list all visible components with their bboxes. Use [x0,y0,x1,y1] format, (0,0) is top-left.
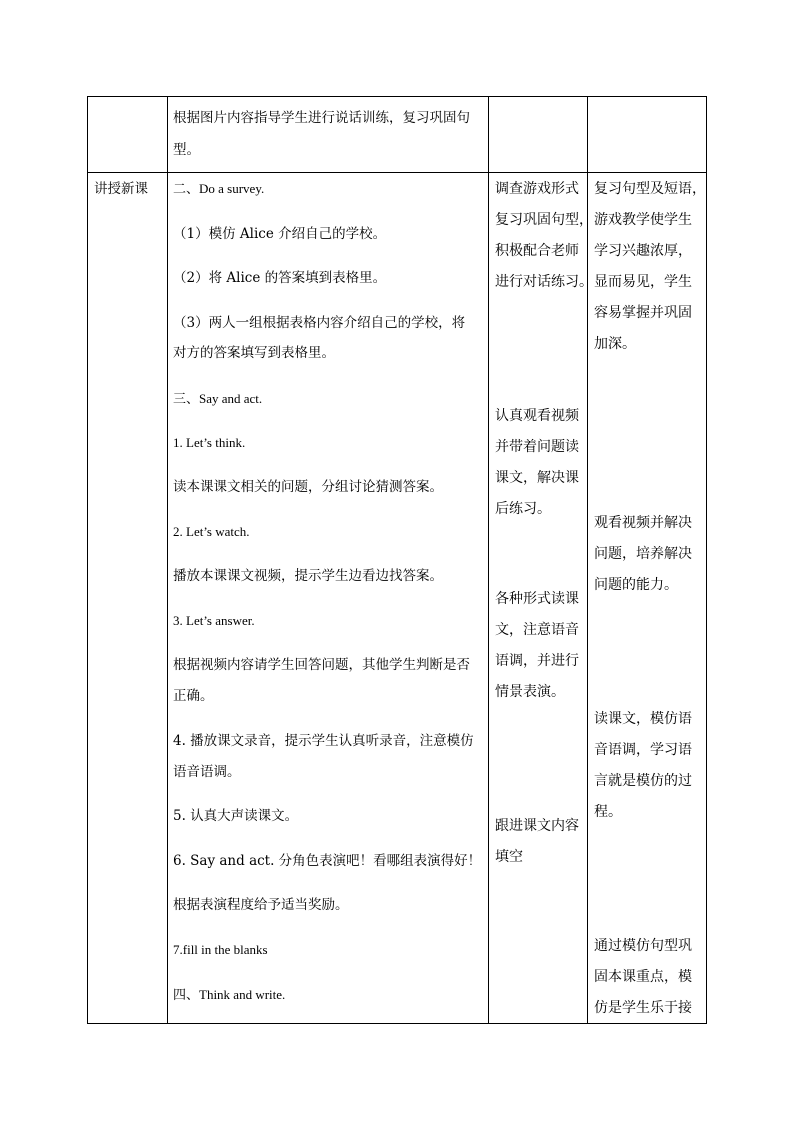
design-intent-line: 程。 [594,804,622,820]
table-border-top [87,96,707,97]
lesson-plan-table [87,96,707,1024]
student-activity-line: 课文，解决课 [495,470,579,486]
row-divider [87,172,707,173]
content-line: 6. Say and act. 分角色表演吧！看哪组表演得好！ [173,853,482,869]
content-line: 二、Do a survey. [173,181,265,196]
content-line: 3. Let’s answer. [173,613,255,628]
content-line: 2. Let’s watch. [173,524,250,539]
content-line: 1. Let’s think. [173,435,246,450]
design-intent-line: 问题的能力。 [594,577,678,593]
student-activity-line: 调查游戏形式 [495,181,579,197]
design-intent-line: 复习句型及短语， [594,181,706,197]
student-activity-line: 填空 [495,849,523,865]
design-intent-line: 观看视频并解决 [594,515,692,531]
student-activity-line: 各种形式读课 [495,591,579,607]
content-line: （1）模仿 Alice 介绍自己的学校。 [173,226,387,242]
design-intent-line: 游戏教学使学生 [594,212,692,228]
design-intent-line: 读课文，模仿语 [594,711,692,727]
student-activity-line: 文，注意语音 [495,622,579,638]
content-line: （2）将 Alice 的答案填到表格里。 [173,270,387,286]
content-line: 四、Think and write. [173,987,286,1002]
content-line: 语音语调。 [173,764,241,780]
content-line: 根据表演程度给予适当奖励。 [173,897,349,913]
table-border-right [706,96,707,1024]
content-line: 正确。 [173,688,214,704]
row1-text-line: 型。 [173,142,200,158]
student-activity-line: 认真观看视频 [495,408,579,424]
design-intent-line: 通过模仿句型巩 [594,938,692,954]
student-activity-line: 语调，并进行 [495,653,579,669]
content-line: （3）两人一组根据表格内容介绍自己的学校，将 [173,315,466,331]
row1-text-line: 根据图片内容指导学生进行说话训练，复习巩固句 [173,110,470,126]
design-intent-line: 显而易见，学生 [594,274,692,290]
content-line: 读本课课文相关的问题，分组讨论猜测答案。 [173,479,443,495]
design-intent-line: 言就是模仿的过 [594,773,692,789]
design-intent-line: 学习兴趣浓厚， [594,243,692,259]
column-divider [488,96,489,1024]
content-line: 4. 播放课文录音，提示学生认真听录音，注意模仿 [173,733,474,749]
content-line: 根据视频内容请学生回答问题，其他学生判断是否 [173,657,470,673]
design-intent-line: 容易掌握并巩固 [594,305,692,321]
column-divider [167,96,168,1024]
table-border-left [87,96,88,1024]
content-line: 5. 认真大声读课文。 [173,808,299,824]
content-line: 7.fill in the blanks [173,942,268,957]
stage-label: 讲授新课 [94,181,148,197]
design-intent-line: 仿是学生乐于接 [594,1000,692,1016]
student-activity-line: 并带着问题读 [495,439,579,455]
content-line: 播放本课课文视频，提示学生边看边找答案。 [173,568,443,584]
student-activity-line: 跟进课文内容 [495,818,579,834]
student-activity-line: 后练习。 [495,501,551,517]
student-activity-line: 复习巩固句型， [495,212,593,228]
content-line: 对方的答案填写到表格里。 [173,345,335,361]
design-intent-line: 固本课重点，模 [594,969,692,985]
student-activity-line: 进行对话练习。 [495,274,593,290]
design-intent-line: 问题，培养解决 [594,546,692,562]
student-activity-line: 情景表演。 [495,684,565,700]
student-activity-line: 积极配合老师 [495,243,579,259]
design-intent-line: 加深。 [594,336,636,352]
content-line: 三、Say and act. [173,391,263,406]
design-intent-line: 音语调，学习语 [594,742,692,758]
